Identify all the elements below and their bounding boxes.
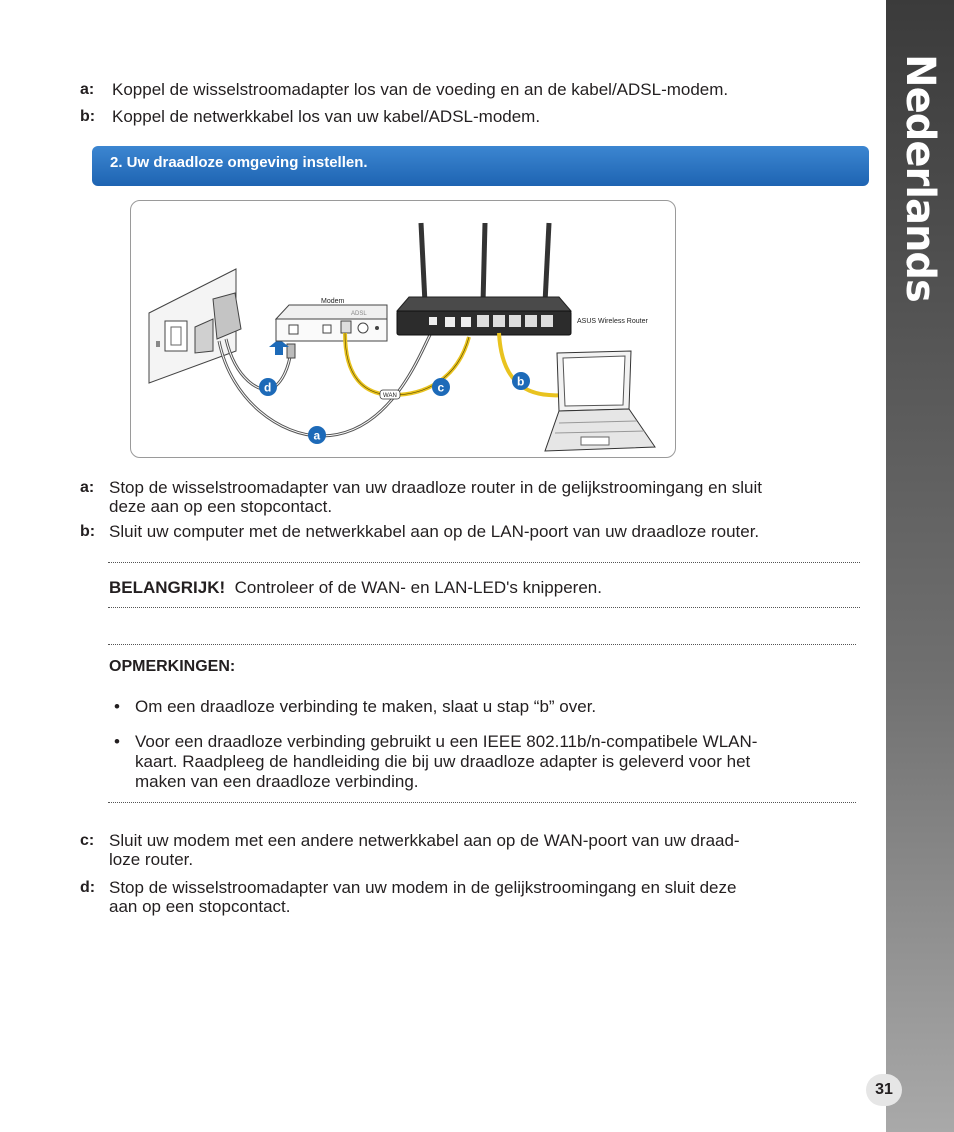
- important-note: [109, 578, 602, 598]
- step-c-line1: Sluit uw modem met een andere netwerkkabel aan op de WAN-poort van uw draad-: [109, 831, 740, 850]
- notes-heading: OPMERKINGEN:: [109, 658, 236, 675]
- callout-a-label: a: [313, 428, 321, 443]
- router-icon: [397, 223, 571, 335]
- wan-cable: [345, 333, 469, 395]
- note-2-line2: kaart. Raadpleeg de handleiding die bij uw draadloze adapter is geleverd voor het: [135, 752, 751, 771]
- important-text: Controleer of de WAN- en LAN-LED's knipperen.: [234, 578, 602, 597]
- step-c-label: c:: [80, 832, 95, 849]
- step-d-line1: Stop de wisselstroomadapter van uw modem in de gelijkstroomingang en sluit deze: [109, 878, 737, 897]
- divider: [108, 802, 856, 803]
- laptop-icon: [545, 351, 655, 451]
- bullet-icon: •: [114, 732, 120, 751]
- step-b-text: Koppel de netwerkkabel los van uw kabel/ADSL-modem.: [112, 107, 541, 126]
- step-b2-line1: Sluit uw computer met de netwerkkabel aan op de LAN-poort van uw draadloze router.: [109, 522, 760, 541]
- callout-b-label: b: [517, 374, 525, 389]
- step-a2-line2: deze aan op een stopcontact.: [109, 497, 333, 516]
- callout-c-label: c: [437, 380, 445, 395]
- step-a2-label: a:: [80, 479, 95, 496]
- step-d-label: d:: [80, 879, 96, 896]
- divider: [108, 562, 860, 563]
- note-2-line3: maken van een draadloze verbinding.: [135, 772, 419, 791]
- callout-d-label: d: [264, 380, 272, 395]
- language-tab: [886, 54, 954, 302]
- step-a-text: Koppel de wisselstroomadapter los van de voeding en an de kabel/ADSL-modem.: [112, 80, 729, 99]
- note-1-line1: Om een draadloze verbinding te maken, slaat u stap “b” over.: [135, 697, 597, 716]
- page-number: 31: [866, 1074, 902, 1106]
- section-title: 2. Uw draadloze omgeving instellen.: [110, 154, 368, 171]
- diagram-illustration: [131, 201, 676, 458]
- section-header: [92, 146, 869, 186]
- step-b2-label: b:: [80, 523, 96, 540]
- note-2-line1: Voor een draadloze verbinding gebruikt u een IEEE 802.11b/n-compatibele WLAN-: [135, 732, 758, 751]
- modem-label: Modem: [321, 298, 345, 305]
- language-label: Nederlands: [897, 54, 943, 302]
- step-c-line2: loze router.: [109, 850, 194, 869]
- modem-icon: [276, 305, 387, 341]
- divider: [108, 607, 860, 608]
- connection-diagram: [130, 200, 676, 458]
- bullet-icon: •: [114, 697, 120, 716]
- wan-label: WAN: [383, 393, 397, 399]
- adsl-label: ADSL: [351, 311, 367, 317]
- step-a2-line1: Stop de wisselstroomadapter van uw draadloze router in de gelijkstroomingang en sluit: [109, 478, 762, 497]
- important-label: BELANGRIJK!: [109, 578, 226, 597]
- divider: [108, 644, 856, 645]
- step-d-line2: aan op een stopcontact.: [109, 897, 291, 916]
- step-b-label: b:: [80, 108, 96, 125]
- router-label: ASUS Wireless Router: [577, 318, 648, 325]
- step-a-label: a:: [80, 81, 95, 98]
